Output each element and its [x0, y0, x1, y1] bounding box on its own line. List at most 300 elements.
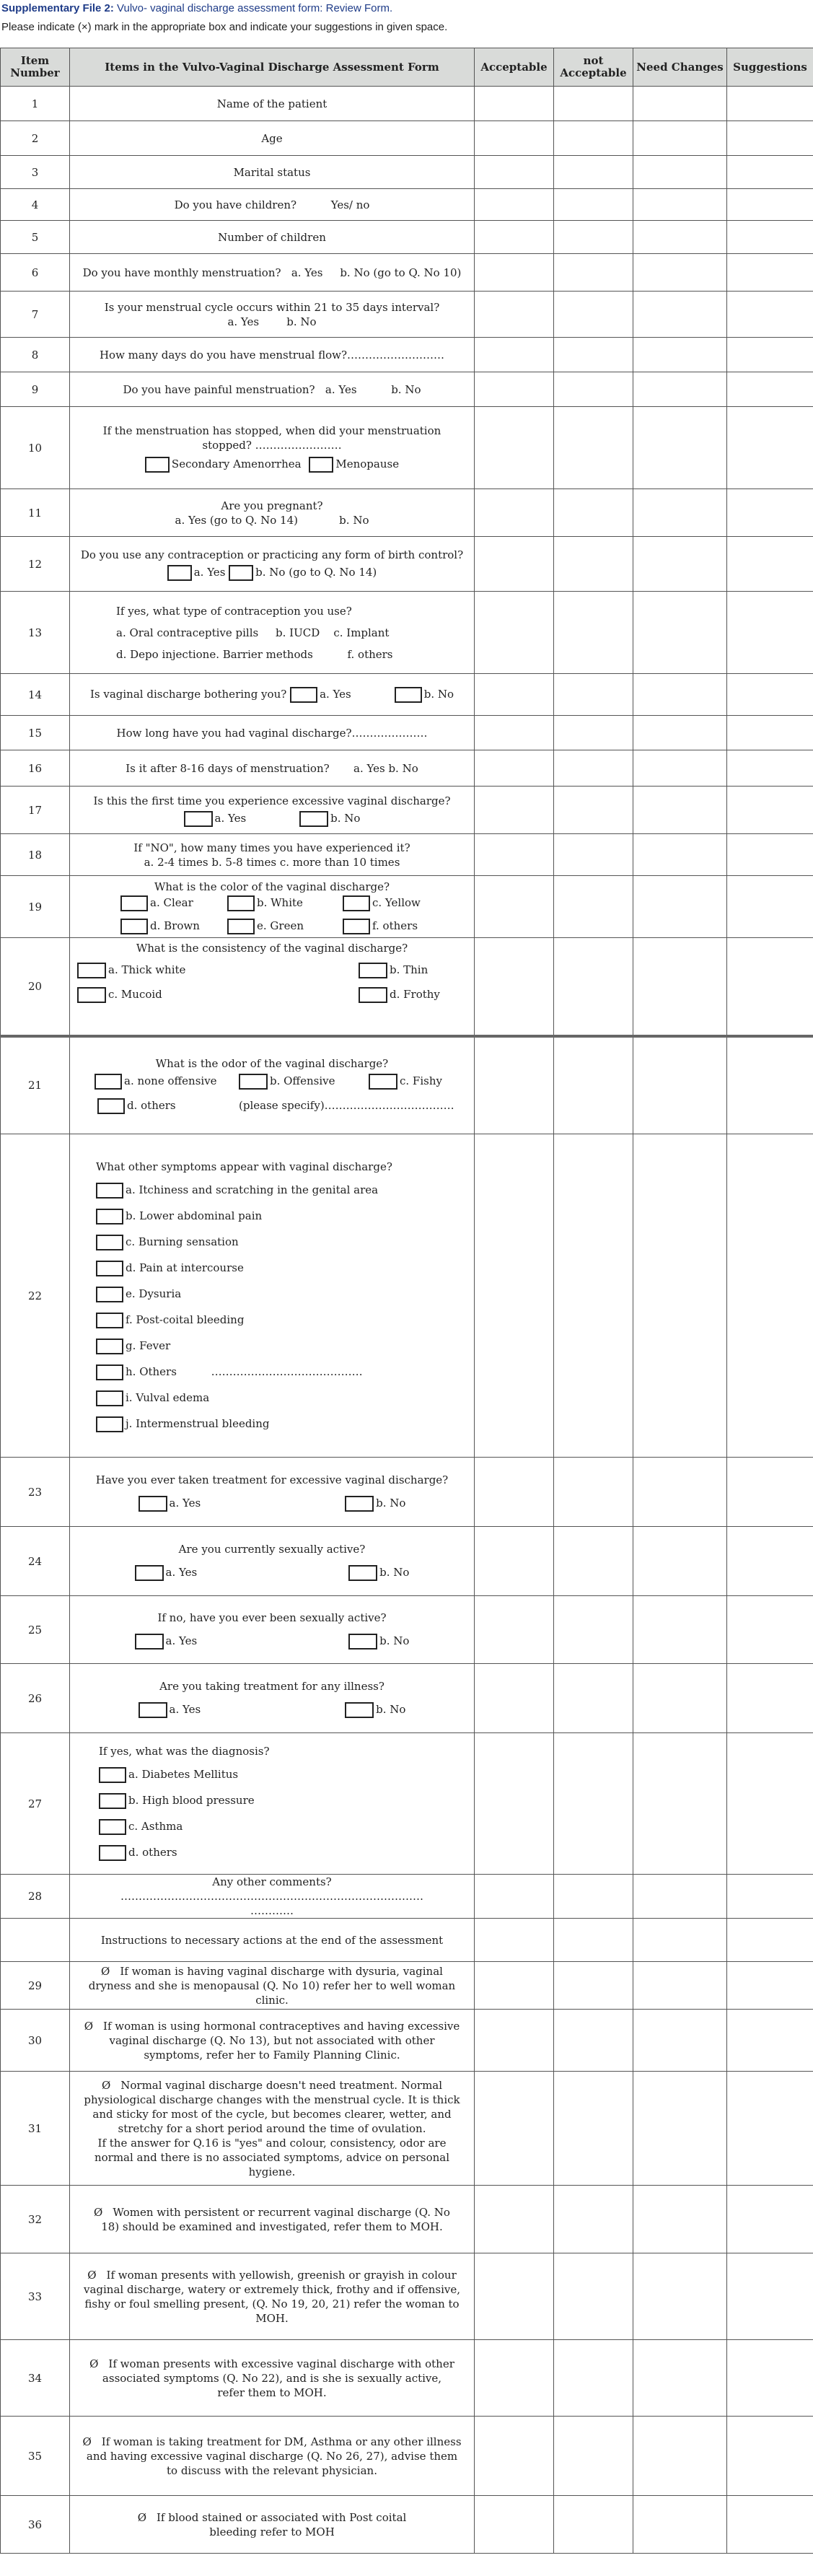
item-text: [70, 2496, 475, 2554]
checkbox[interactable]: [77, 963, 106, 978]
need-changes-cell[interactable]: [633, 1596, 727, 1664]
checkbox[interactable]: [184, 811, 213, 827]
checkbox[interactable]: [395, 687, 422, 703]
item-text: How long have you had vaginal discharge?…………………: [70, 716, 475, 750]
need-changes-cell[interactable]: [633, 338, 727, 372]
dots-text: …………: [250, 1904, 294, 1917]
item-text: [70, 834, 475, 876]
table-row: [1, 221, 813, 254]
acceptable-cell[interactable]: [475, 156, 554, 189]
suggestions-cell[interactable]: [727, 1596, 813, 1664]
checkbox[interactable]: [290, 687, 317, 703]
not-acceptable-cell[interactable]: [554, 1596, 633, 1664]
suggestions-cell[interactable]: [727, 2253, 813, 2340]
option-label: a. Yes: [320, 687, 351, 701]
options-text: a. 2-4 times b. 5-8 times c. more than 10 times: [144, 855, 400, 869]
checkbox[interactable]: [99, 1793, 126, 1809]
table-row: [1, 2253, 813, 2340]
need-changes-cell[interactable]: [633, 1527, 727, 1596]
checkbox[interactable]: [96, 1416, 123, 1432]
option-label: h. Others ……………………………………: [126, 1364, 363, 1378]
need-changes-cell[interactable]: [633, 1664, 727, 1733]
checkbox[interactable]: [348, 1565, 377, 1581]
not-acceptable-cell[interactable]: [554, 1664, 633, 1733]
item-text: Age: [70, 121, 475, 156]
option-label: e. Green: [257, 919, 304, 932]
checkbox[interactable]: [96, 1390, 123, 1406]
not-acceptable-cell[interactable]: [554, 834, 633, 876]
checkbox[interactable]: [345, 1702, 374, 1718]
acceptable-cell[interactable]: [475, 592, 554, 674]
bullet-icon: Ø: [101, 2078, 111, 2092]
item-text: [70, 489, 475, 537]
need-changes-cell[interactable]: [633, 156, 727, 189]
item-number: 2: [1, 121, 70, 156]
item-number: 28: [1, 1875, 70, 1919]
need-changes-cell[interactable]: [633, 1919, 727, 1962]
question-text: What is the color of the vaginal discharge?: [154, 880, 390, 893]
option-label: c. Burning sensation: [126, 1235, 239, 1248]
item-number: 26: [1, 1664, 70, 1733]
suggestions-cell[interactable]: [727, 750, 813, 787]
need-changes-cell[interactable]: [633, 1733, 727, 1875]
checkbox[interactable]: [99, 1845, 126, 1861]
item-number: 20: [1, 938, 70, 1036]
checkbox[interactable]: [345, 1496, 374, 1512]
need-changes-cell[interactable]: [633, 2417, 727, 2496]
acceptable-cell[interactable]: [475, 2496, 554, 2554]
item-text: [70, 1036, 475, 1134]
suggestions-cell[interactable]: [727, 2496, 813, 2554]
suggestions-cell[interactable]: [727, 338, 813, 372]
need-changes-cell[interactable]: [633, 221, 727, 254]
need-changes-cell[interactable]: [633, 2496, 727, 2554]
item-text: [70, 938, 475, 1036]
checkbox[interactable]: [359, 987, 387, 1003]
not-acceptable-cell[interactable]: [554, 189, 633, 221]
checkbox[interactable]: [96, 1183, 123, 1199]
need-changes-cell[interactable]: [633, 254, 727, 292]
bullet-icon: Ø: [84, 2019, 94, 2033]
need-changes-cell[interactable]: [633, 1134, 727, 1458]
checkbox[interactable]: [299, 811, 328, 827]
table-row: [1, 674, 813, 716]
suggestions-cell[interactable]: [727, 292, 813, 338]
not-acceptable-cell[interactable]: [554, 1458, 633, 1527]
question-text: What is the consistency of the vaginal discharge?: [136, 942, 408, 955]
not-acceptable-cell[interactable]: [554, 1875, 633, 1919]
table-row: [1, 2186, 813, 2253]
item-number: 27: [1, 1733, 70, 1875]
suggestions-cell[interactable]: [727, 592, 813, 674]
not-acceptable-cell[interactable]: [554, 674, 633, 716]
col-items: Items in the Vulvo-Vaginal Discharge Assessment Form: [70, 48, 475, 87]
need-changes-cell[interactable]: [633, 674, 727, 716]
checkbox[interactable]: [135, 1565, 164, 1581]
table-row: [1, 592, 813, 674]
checkbox[interactable]: [96, 1287, 123, 1302]
need-changes-cell[interactable]: [633, 750, 727, 787]
item-text: [70, 1596, 475, 1664]
item-text: [70, 674, 475, 716]
checkbox[interactable]: [96, 1235, 123, 1250]
suggestions-cell[interactable]: [727, 221, 813, 254]
col-item-number: Item Number: [1, 48, 70, 87]
item-number: 3: [1, 156, 70, 189]
acceptable-cell[interactable]: [475, 1036, 554, 1134]
checkbox[interactable]: [227, 895, 255, 911]
item-number: 36: [1, 2496, 70, 2554]
checkbox[interactable]: [348, 1634, 377, 1650]
option-label: b. No (go to Q. No 14): [255, 565, 377, 579]
not-acceptable-cell[interactable]: [554, 292, 633, 338]
option-label: d. others: [127, 1099, 176, 1113]
bullet-icon: Ø: [137, 2510, 146, 2524]
acceptable-cell[interactable]: [475, 1527, 554, 1596]
table-row: [1, 2417, 813, 2496]
suggestions-cell[interactable]: [727, 938, 813, 1036]
item-number: 4: [1, 189, 70, 221]
not-acceptable-cell[interactable]: [554, 407, 633, 489]
option-label: b. Lower abdominal pain: [126, 1209, 263, 1222]
table-row: [1, 876, 813, 938]
specify-text: (please specify)………………………………: [239, 1099, 454, 1113]
supplementary-label: Supplementary File 2:: [1, 2, 114, 14]
item-text: [70, 1458, 475, 1527]
item-number: 1: [1, 87, 70, 121]
need-changes-cell[interactable]: [633, 834, 727, 876]
not-acceptable-cell[interactable]: [554, 938, 633, 1036]
option-label: f. others: [372, 919, 418, 932]
table-row: [1, 292, 813, 338]
table-row: [1, 156, 813, 189]
item-number: 15: [1, 716, 70, 750]
question-text: Do you use any contraception or practicing any form of birth control?: [80, 548, 464, 561]
suggestions-cell[interactable]: [727, 1875, 813, 1919]
option-label: b. No: [376, 1702, 406, 1716]
checkbox[interactable]: [167, 565, 192, 581]
acceptable-cell[interactable]: [475, 674, 554, 716]
acceptable-cell[interactable]: [475, 254, 554, 292]
suggestions-cell[interactable]: [727, 372, 813, 407]
need-changes-cell[interactable]: [633, 716, 727, 750]
not-acceptable-cell[interactable]: [554, 2496, 633, 2554]
acceptable-cell[interactable]: [475, 1733, 554, 1875]
need-changes-cell[interactable]: [633, 292, 727, 338]
not-acceptable-cell[interactable]: [554, 372, 633, 407]
suggestions-cell[interactable]: [727, 407, 813, 489]
table-row: [1, 372, 813, 407]
not-acceptable-cell[interactable]: [554, 1962, 633, 2010]
item-number: 29: [1, 1962, 70, 2010]
table-row: [1, 1596, 813, 1664]
suggestions-cell[interactable]: [727, 1733, 813, 1875]
acceptable-cell[interactable]: [475, 1458, 554, 1527]
suggestions-cell[interactable]: [727, 1962, 813, 2010]
question-text: If no, have you ever been sexually active?: [157, 1611, 387, 1624]
question-text: Are you pregnant?: [221, 499, 323, 512]
need-changes-cell[interactable]: [633, 938, 727, 1036]
not-acceptable-cell[interactable]: [554, 876, 633, 938]
suggestions-cell[interactable]: [727, 1527, 813, 1596]
acceptable-cell[interactable]: [475, 121, 554, 156]
acceptable-cell[interactable]: [475, 87, 554, 121]
suggestions-cell[interactable]: [727, 787, 813, 834]
acceptable-cell[interactable]: [475, 2072, 554, 2186]
acceptable-cell[interactable]: [475, 2417, 554, 2496]
option-label: c. Mucoid: [108, 988, 162, 1001]
instruction-text: If blood stained or associated with Post coital bleeding refer to MOH: [157, 2510, 407, 2538]
item-text: Do you have painful menstruation? a. Yes b. No: [70, 372, 475, 407]
checkbox[interactable]: [96, 1261, 123, 1276]
checkbox[interactable]: [145, 457, 170, 473]
checkbox[interactable]: [96, 1209, 123, 1225]
need-changes-cell[interactable]: [633, 372, 727, 407]
not-acceptable-cell[interactable]: [554, 1733, 633, 1875]
item-text: [70, 2253, 475, 2340]
item-text: Name of the patient: [70, 87, 475, 121]
not-acceptable-cell[interactable]: [554, 2072, 633, 2186]
acceptable-cell[interactable]: [475, 1596, 554, 1664]
acceptable-cell[interactable]: [475, 537, 554, 592]
checkbox[interactable]: [343, 895, 370, 911]
suggestions-cell[interactable]: [727, 254, 813, 292]
question-text: Have you ever taken treatment for excessive vaginal discharge?: [95, 1473, 449, 1486]
table-row: [1, 1664, 813, 1733]
not-acceptable-cell[interactable]: [554, 121, 633, 156]
checkbox[interactable]: [227, 919, 255, 934]
need-changes-cell[interactable]: [633, 87, 727, 121]
acceptable-cell[interactable]: [475, 834, 554, 876]
need-changes-cell[interactable]: [633, 189, 727, 221]
acceptable-cell[interactable]: [475, 372, 554, 407]
table-row: [1, 2340, 813, 2417]
suggestions-cell[interactable]: [727, 1036, 813, 1134]
table-row: [1, 787, 813, 834]
acceptable-cell[interactable]: [475, 787, 554, 834]
suggestions-cell[interactable]: [727, 1134, 813, 1458]
need-changes-cell[interactable]: [633, 1875, 727, 1919]
item-number: 31: [1, 2072, 70, 2186]
need-changes-cell[interactable]: [633, 592, 727, 674]
not-acceptable-cell[interactable]: [554, 87, 633, 121]
acceptable-cell[interactable]: [475, 489, 554, 537]
page-heading: [0, 0, 813, 16]
suggestions-cell[interactable]: [727, 1664, 813, 1733]
acceptable-cell[interactable]: [475, 750, 554, 787]
not-acceptable-cell[interactable]: [554, 2253, 633, 2340]
need-changes-cell[interactable]: [633, 489, 727, 537]
not-acceptable-cell[interactable]: [554, 1919, 633, 1962]
suggestions-cell[interactable]: [727, 2340, 813, 2417]
not-acceptable-cell[interactable]: [554, 1134, 633, 1458]
table-row: [1, 716, 813, 750]
checkbox[interactable]: [96, 1339, 123, 1354]
not-acceptable-cell[interactable]: [554, 254, 633, 292]
checkbox[interactable]: [96, 1364, 123, 1380]
item-number: 8: [1, 338, 70, 372]
suggestions-cell[interactable]: [727, 156, 813, 189]
item-text: [70, 1664, 475, 1733]
not-acceptable-cell[interactable]: [554, 2417, 633, 2496]
table-row: [1, 938, 813, 1036]
item-number: 34: [1, 2340, 70, 2417]
option-label: b. No: [379, 1634, 410, 1647]
item-text: Marital status: [70, 156, 475, 189]
suggestions-cell[interactable]: [727, 2417, 813, 2496]
acceptable-cell[interactable]: [475, 2186, 554, 2253]
suggestions-cell[interactable]: [727, 834, 813, 876]
checkbox[interactable]: [95, 1074, 122, 1090]
option-label: c. Yellow: [372, 895, 421, 909]
need-changes-cell[interactable]: [633, 2010, 727, 2072]
item-text: [70, 1733, 475, 1875]
not-acceptable-cell[interactable]: [554, 1036, 633, 1134]
checkbox[interactable]: [120, 895, 148, 911]
suggestions-cell[interactable]: [727, 674, 813, 716]
bullet-icon: Ø: [94, 2205, 103, 2219]
need-changes-cell[interactable]: [633, 1962, 727, 2010]
need-changes-cell[interactable]: [633, 787, 727, 834]
suggestions-cell[interactable]: [727, 1458, 813, 1527]
not-acceptable-cell[interactable]: [554, 2340, 633, 2417]
checkbox[interactable]: [96, 1313, 123, 1328]
question-text: What other symptoms appear with vaginal discharge?: [96, 1160, 392, 1173]
question-text: Any other comments? …………………………………………………………………………: [120, 1875, 423, 1903]
suggestions-cell[interactable]: [727, 489, 813, 537]
not-acceptable-cell[interactable]: [554, 716, 633, 750]
not-acceptable-cell[interactable]: [554, 156, 633, 189]
item-number: 12: [1, 537, 70, 592]
need-changes-cell[interactable]: [633, 2253, 727, 2340]
option-label: i. Vulval edema: [126, 1390, 210, 1404]
suggestions-cell[interactable]: [727, 716, 813, 750]
acceptable-cell[interactable]: [475, 2253, 554, 2340]
checkbox[interactable]: [135, 1634, 164, 1650]
need-changes-cell[interactable]: [633, 1036, 727, 1134]
need-changes-cell[interactable]: [633, 121, 727, 156]
item-text: [70, 2417, 475, 2496]
option-label: g. Fever: [126, 1339, 171, 1352]
acceptable-cell[interactable]: [475, 2340, 554, 2417]
not-acceptable-cell[interactable]: [554, 592, 633, 674]
checkbox[interactable]: [77, 987, 106, 1003]
item-text: [70, 537, 475, 592]
checkbox[interactable]: [99, 1819, 126, 1835]
suggestions-cell[interactable]: [727, 1919, 813, 1962]
checkbox[interactable]: [97, 1098, 125, 1114]
option-label: c. Fishy: [400, 1074, 442, 1088]
suggestions-cell[interactable]: [727, 2010, 813, 2072]
suggestions-cell[interactable]: [727, 189, 813, 221]
need-changes-cell[interactable]: [633, 2340, 727, 2417]
item-number: 32: [1, 2186, 70, 2253]
need-changes-cell[interactable]: [633, 407, 727, 489]
checkbox[interactable]: [120, 919, 148, 934]
not-acceptable-cell[interactable]: [554, 750, 633, 787]
option-label: a. Yes: [214, 811, 247, 825]
question-text: Is this the first time you experience excessive vaginal discharge?: [93, 794, 451, 807]
item-number: 6: [1, 254, 70, 292]
acceptable-cell[interactable]: [475, 1875, 554, 1919]
checkbox[interactable]: [229, 565, 253, 581]
table-row: [1, 2010, 813, 2072]
not-acceptable-cell[interactable]: [554, 787, 633, 834]
option-label: a. Yes: [169, 1702, 201, 1716]
bullet-icon: Ø: [89, 2357, 99, 2370]
checkbox[interactable]: [343, 919, 370, 934]
item-number: 19: [1, 876, 70, 938]
checkbox[interactable]: [359, 963, 387, 978]
instruction-text: If the answer for Q.16 is "yes" and colour, consistency, odor are normal and there is no associated symptoms, advice on personal hygiene.: [94, 2136, 450, 2178]
acceptable-cell[interactable]: [475, 876, 554, 938]
not-acceptable-cell[interactable]: [554, 338, 633, 372]
col-suggestions: Suggestions: [727, 48, 813, 87]
options-text: d. Depo injectione. Barrier methods f. others: [116, 647, 393, 661]
need-changes-cell[interactable]: [633, 876, 727, 938]
acceptable-cell[interactable]: [475, 292, 554, 338]
item-number: 9: [1, 372, 70, 407]
not-acceptable-cell[interactable]: [554, 221, 633, 254]
need-changes-cell[interactable]: [633, 537, 727, 592]
need-changes-cell[interactable]: [633, 2186, 727, 2253]
checkbox[interactable]: [239, 1074, 268, 1090]
acceptable-cell[interactable]: [475, 189, 554, 221]
acceptable-cell[interactable]: [475, 221, 554, 254]
suggestions-cell[interactable]: [727, 2186, 813, 2253]
option-label: a. Yes: [193, 565, 226, 579]
instruction-text: Normal vaginal discharge doesn't need treatment. Normal physiological discharge changes with the menstrual cycle. It is thick and sticky for most of the cycle, but becomes clearer, wetter, and stretchy for a short period around the time of ovulation.: [84, 2078, 460, 2135]
item-text: [70, 2340, 475, 2417]
acceptable-cell[interactable]: [475, 1134, 554, 1458]
acceptable-cell[interactable]: [475, 1962, 554, 2010]
suggestions-cell[interactable]: [727, 2072, 813, 2186]
col-not-acceptable: not Acceptable: [554, 48, 633, 87]
acceptable-cell[interactable]: [475, 938, 554, 1036]
not-acceptable-cell[interactable]: [554, 1527, 633, 1596]
options-text: a. Yes (go to Q. No 14) b. No: [175, 513, 369, 527]
not-acceptable-cell[interactable]: [554, 2186, 633, 2253]
checkbox[interactable]: [99, 1767, 126, 1783]
option-label: f. Post-coital bleeding: [126, 1313, 245, 1326]
suggestions-cell[interactable]: [727, 876, 813, 938]
item-number: 13: [1, 592, 70, 674]
not-acceptable-cell[interactable]: [554, 537, 633, 592]
acceptable-cell[interactable]: [475, 338, 554, 372]
checkbox[interactable]: [139, 1702, 167, 1718]
col-need-changes: Need Changes: [633, 48, 727, 87]
acceptable-cell[interactable]: [475, 716, 554, 750]
checkbox[interactable]: [139, 1496, 167, 1512]
acceptable-cell[interactable]: [475, 2010, 554, 2072]
not-acceptable-cell[interactable]: [554, 2010, 633, 2072]
checkbox[interactable]: [309, 457, 333, 473]
suggestions-cell[interactable]: [727, 87, 813, 121]
acceptable-cell[interactable]: [475, 1664, 554, 1733]
acceptable-cell[interactable]: [475, 407, 554, 489]
suggestions-cell[interactable]: [727, 121, 813, 156]
suggestions-cell[interactable]: [727, 537, 813, 592]
need-changes-cell[interactable]: [633, 1458, 727, 1527]
not-acceptable-cell[interactable]: [554, 489, 633, 537]
need-changes-cell[interactable]: [633, 2072, 727, 2186]
item-number: 17: [1, 787, 70, 834]
acceptable-cell[interactable]: [475, 1919, 554, 1962]
table-row: [1, 338, 813, 372]
checkbox[interactable]: [369, 1074, 397, 1090]
instruction-text: Women with persistent or recurrent vaginal discharge (Q. No 18) should be examined and investigated, refer them to MOH.: [101, 2205, 450, 2233]
question-text: Are you taking treatment for any illness?: [159, 1679, 384, 1693]
